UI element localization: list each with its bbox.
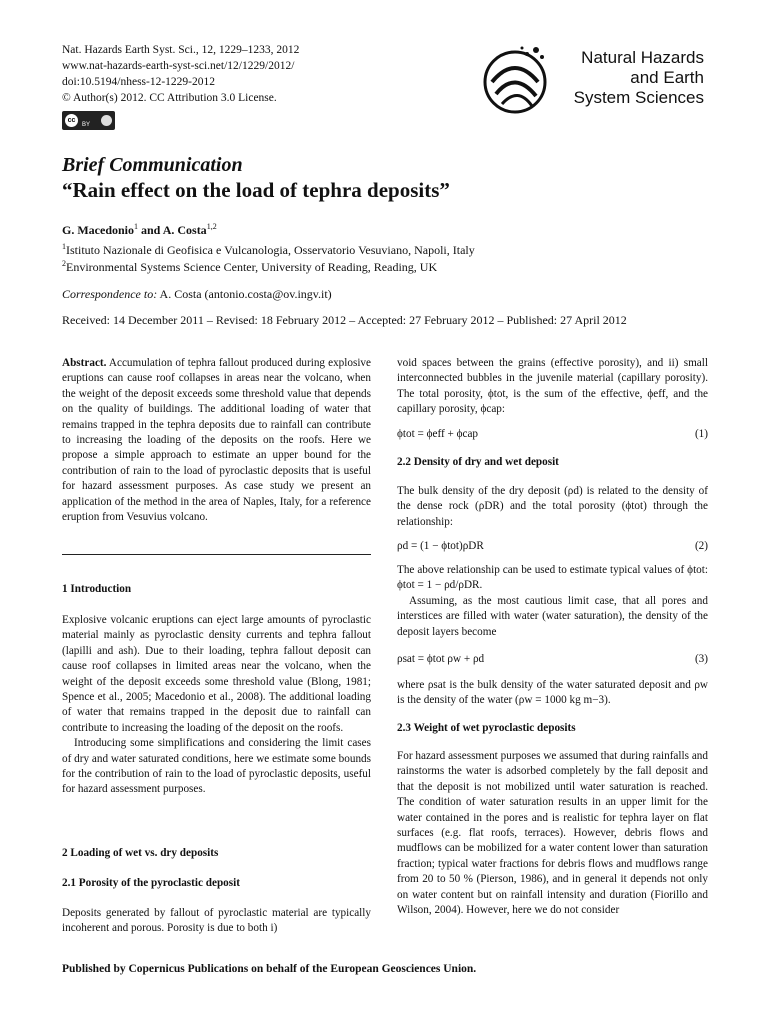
section-2-2-paragraph-2: The above relationship can be used to estimate typical values of ϕtot: ϕtot = 1 − ρd/ρDR. — [397, 564, 708, 592]
article-type: Brief Communication — [62, 154, 243, 176]
article-url[interactable]: www.nat-hazards-earth-syst-sci.net/12/1229/2012/ — [62, 60, 295, 72]
section-1-body — [62, 613, 371, 798]
section-1-heading: 1 Introduction — [62, 583, 132, 595]
correspondence — [62, 287, 332, 302]
journal-name — [540, 48, 704, 108]
abstract-divider — [62, 554, 371, 555]
article-title: “Rain effect on the load of tephra deposits” — [62, 178, 450, 202]
author-list — [62, 222, 217, 238]
by-label: BY — [82, 121, 91, 128]
license-line: © Author(s) 2012. CC Attribution 3.0 License. — [62, 92, 277, 104]
correspondence-contact[interactable]: A. Costa (antonio.costa@ov.ingv.it) — [157, 287, 332, 301]
author-1-affiliation: 1 — [134, 222, 138, 231]
attribution-person-icon — [101, 115, 112, 126]
section-2-1-heading: 2.1 Porosity of the pyroclastic deposit — [62, 877, 240, 889]
section-2-2-paragraph-1: The bulk density of the dry deposit (ρd) is related to the density of the dense rock (ρDR) and the total porosity (ϕtot) through the relationship: — [397, 485, 708, 528]
affiliation-1-text: Istituto Nazionale di Geofisica e Vulcanologia, Osservatorio Vesuviano, Napoli, Italy — [66, 243, 475, 257]
author-1: G. Macedonio — [62, 223, 134, 237]
correspondence-label: Correspondence to: — [62, 287, 158, 301]
equation-2-number: (2) — [694, 540, 708, 552]
author-separator: and — [138, 223, 163, 237]
section-2-1-paragraph: Deposits generated by fallout of pyroclastic material are typically incoherent and porous. Porosity is due to both i) — [62, 907, 371, 935]
section-2-3-paragraph: For hazard assessment purposes we assumed that during rainfalls and rainstorms the water is adsorbed completely by the fall deposit and that the deposit is not mobilized until water saturation is reached. The condition of water saturation results in an upper limit for the water contained in the pores and is realistic for tephra layer on flat surfaces (e.g. flat roofs, terraces). However, debris flows and mudflows can be mobilized for a water content lower than saturation fraction; typical water fractions for debris flows and mudflows range from 20 to 50 % (Pierson, 1986), and in general it depends not only on water content but on rainfall intensity and duration (Fiorillo and Wilson, 2004). However, here we do not consider — [397, 750, 708, 917]
author-2: A. Costa — [162, 223, 207, 237]
equation-2-formula: ρd = (1 − ϕtot)ρDR — [397, 540, 484, 552]
doi[interactable]: doi:10.5194/nhess-12-1229-2012 — [62, 76, 216, 88]
affiliation-1-number: 1 — [62, 242, 66, 251]
cc-icon: cc — [65, 114, 78, 127]
equation-3-number: (3) — [694, 653, 708, 665]
affiliation-2 — [62, 259, 437, 275]
section-2-3-heading: 2.3 Weight of wet pyroclastic deposits — [397, 722, 576, 734]
citation-block — [62, 42, 299, 106]
affiliation-1 — [62, 242, 475, 258]
equation-3-formula: ρsat = ϕtot ρw + ρd — [397, 653, 485, 665]
publisher-footer: Published by Copernicus Publications on behalf of the European Geosciences Union. — [62, 963, 477, 975]
section-2-2-paragraph-4: where ρsat is the bulk density of the water saturated deposit and ρw is the density of the water (ρw = 1000 kg m−3). — [397, 679, 708, 707]
abstract-text: Accumulation of tephra fallout produced during explosive eruptions can cause roof collapses in areas near the volcano, when the weight of the deposit exceeds some threshold value that depends on the quality of buildings. The additional loading of water that remains trapped in the tephra deposits due to rainfall can contribute to increasing the loading of the deposits on the roofs. Here we propose a simple approach to estimate an upper bound for the contribution of rain to the load of pyroclastic deposits that is useful for hazard assessment purposes. As case study we present an application of the method in the area of Naples, Italy, for a reference eruption from Vesuvius volcano. — [62, 357, 371, 524]
affiliation-2-text: Environmental Systems Science Center, University of Reading, Reading, UK — [66, 260, 438, 274]
equation-3 — [397, 653, 708, 665]
citation-line: Nat. Hazards Earth Syst. Sci., 12, 1229–1233, 2012 — [62, 44, 300, 56]
porosity-continuation: void spaces between the grains (effective porosity), and ii) small interconnected bubbles in the juvenile material (capillary porosity). The total porosity, ϕtot, is the sum of the effective, ϕeff, and the capillary porosity, ϕcap: — [397, 357, 708, 416]
affiliation-2-number: 2 — [62, 259, 66, 268]
cc-by-license-icon[interactable] — [62, 111, 115, 130]
section-1-paragraph-1: Explosive volcanic eruptions can eject large amounts of pyroclastic material mainly as pyroclastic density currents and tephra fallout (lapilli and ash). Due to their loading, tephra fallout deposit can cause roof collapses in limited areas near the volcano, when the weight of the deposit exceeds some threshold value (Blong, 1981; Spence et al., 2005; Macedonio et al., 2008). The additional loading of water that remains trapped in the deposit due to rainfall can contribute to increasing the loading of the deposit on the roofs. — [62, 614, 371, 734]
section-2-heading: 2 Loading of wet vs. dry deposits — [62, 847, 219, 859]
journal-line-1: Natural Hazards — [581, 48, 704, 67]
section-1-paragraph-2: Introducing some simplifications and considering the limit cases of dry and water saturated conditions, here we estimate some bounds for the contribution of rain to the load of pyroclastic deposits, useful for hazard assessment purposes. — [62, 737, 371, 796]
author-2-affiliation: 1,2 — [206, 222, 217, 231]
equation-1-formula: ϕtot = ϕeff + ϕcap — [397, 428, 479, 440]
abstract-label: Abstract. — [62, 357, 107, 369]
journal-line-3: System Sciences — [573, 88, 704, 107]
publication-dates: Received: 14 December 2011 – Revised: 18 February 2012 – Accepted: 27 February 2012 – Published: 27 April 2012 — [62, 313, 627, 327]
journal-line-2: and Earth — [630, 68, 704, 87]
section-2-2-body — [397, 563, 708, 640]
equation-2 — [397, 540, 708, 552]
abstract — [62, 356, 371, 525]
section-2-2-heading: 2.2 Density of dry and wet deposit — [397, 456, 559, 468]
equation-1 — [397, 428, 708, 440]
section-2-2-paragraph-3: Assuming, as the most cautious limit case, that all pores and interstices are filled with water (water saturation), the density of the deposit layers become — [397, 594, 708, 638]
equation-1-number: (1) — [694, 428, 708, 440]
